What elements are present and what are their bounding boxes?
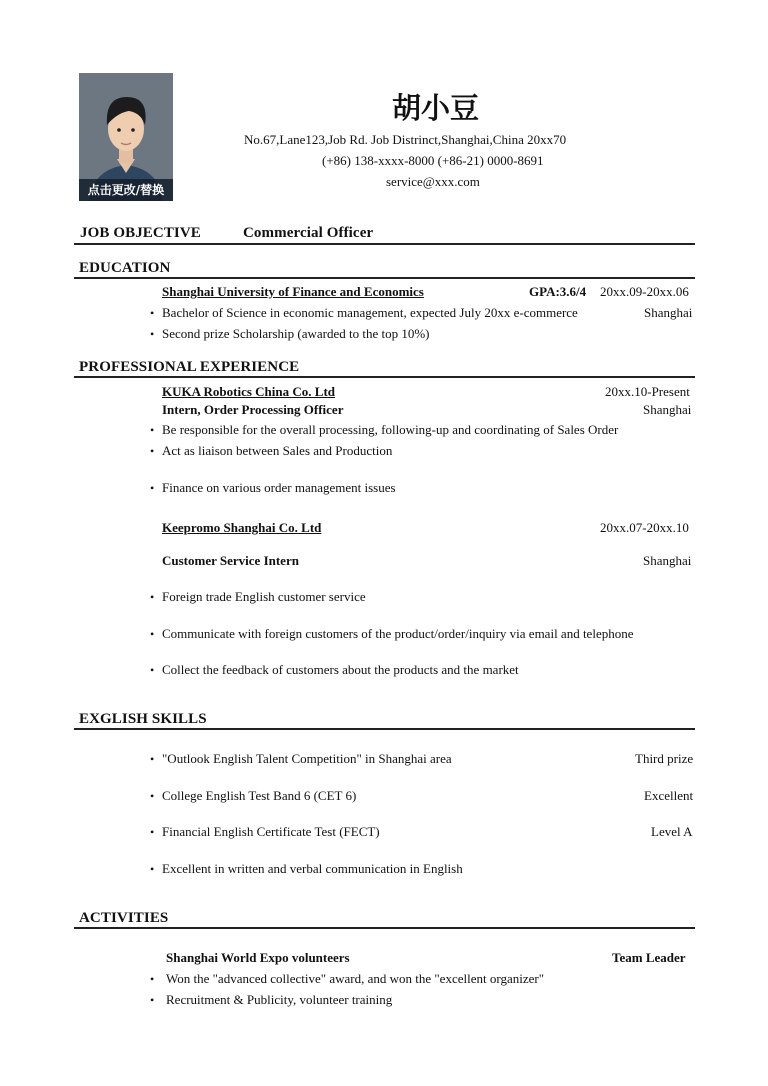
- job-role: Customer Service Intern: [162, 553, 299, 568]
- bullet-icon: •: [150, 481, 155, 495]
- english-item: College English Test Band 6 (CET 6): [162, 788, 357, 803]
- job-bullet: Be responsible for the overall processing, following-up and coordinating of Sales Order: [162, 422, 619, 437]
- english-result: Level A: [651, 824, 693, 839]
- job-bullet: Act as liaison between Sales and Production: [162, 443, 393, 458]
- education-location: Shanghai: [644, 305, 693, 320]
- job-dates: 20xx.07-20xx.10: [600, 520, 689, 535]
- section-title-education: EDUCATION: [79, 260, 171, 276]
- job-bullet: Foreign trade English customer service: [162, 589, 366, 604]
- section-title-experience: PROFESSIONAL EXPERIENCE: [79, 359, 300, 375]
- bullet-icon: •: [150, 752, 155, 766]
- photo-replace-label[interactable]: 点击更改/替换: [79, 179, 173, 201]
- profile-photo[interactable]: [79, 73, 173, 201]
- divider: [74, 277, 695, 279]
- divider: [74, 376, 695, 378]
- divider: [74, 728, 695, 730]
- english-item: "Outlook English Talent Competition" in Shanghai area: [162, 751, 452, 766]
- education-bullet: Second prize Scholarship (awarded to the top 10%): [162, 326, 430, 341]
- bullet-icon: •: [150, 423, 155, 437]
- activity-name: Shanghai World Expo volunteers: [166, 950, 350, 965]
- english-item: Excellent in written and verbal communication in English: [162, 861, 463, 876]
- activity-bullet: Recruitment & Publicity, volunteer training: [166, 992, 393, 1007]
- education-dates: 20xx.09-20xx.06: [600, 284, 689, 299]
- activity-role: Team Leader: [612, 950, 686, 965]
- bullet-icon: •: [150, 993, 155, 1007]
- job-bullet: Finance on various order management issues: [162, 480, 396, 495]
- bullet-icon: •: [150, 972, 155, 986]
- bullet-icon: •: [150, 627, 155, 641]
- school-name: Shanghai University of Finance and Economics: [162, 284, 424, 299]
- phone-numbers: (+86) 138-xxxx-8000 (+86-21) 0000-8691: [322, 153, 544, 168]
- job-location: Shanghai: [643, 402, 692, 417]
- english-item: Financial English Certificate Test (FECT): [162, 824, 380, 839]
- bullet-icon: •: [150, 327, 155, 341]
- bullet-icon: •: [150, 825, 155, 839]
- company-name: Keepromo Shanghai Co. Ltd: [162, 520, 322, 535]
- bullet-icon: •: [150, 444, 155, 458]
- address: No.67,Lane123,Job Rd. Job Distrinct,Shanghai,China 20xx70: [244, 132, 567, 147]
- gpa: GPA:3.6/4: [529, 284, 587, 299]
- bullet-icon: •: [150, 663, 155, 677]
- job-dates: 20xx.10-Present: [605, 384, 690, 399]
- bullet-icon: •: [150, 590, 155, 604]
- activity-bullet: Won the "advanced collective" award, and won the "excellent organizer": [166, 971, 545, 986]
- bullet-icon: •: [150, 862, 155, 876]
- section-title-activities: ACTIVITIES: [79, 910, 169, 926]
- english-result: Third prize: [635, 751, 694, 766]
- objective-label: JOB OBJECTIVE: [80, 225, 201, 241]
- job-bullet: Communicate with foreign customers of the product/order/inquiry via email and telephone: [162, 626, 634, 641]
- email: service@xxx.com: [386, 174, 480, 189]
- candidate-name: 胡小豆: [392, 91, 480, 125]
- company-name: KUKA Robotics China Co. Ltd: [162, 384, 335, 399]
- objective-value: Commercial Officer: [243, 225, 374, 241]
- divider: [74, 927, 695, 929]
- section-title-english: EXGLISH SKILLS: [79, 711, 207, 727]
- job-bullet: Collect the feedback of customers about the products and the market: [162, 662, 519, 677]
- bullet-icon: •: [150, 306, 155, 320]
- bullet-icon: •: [150, 789, 155, 803]
- english-result: Excellent: [644, 788, 694, 803]
- job-location: Shanghai: [643, 553, 692, 568]
- divider: [74, 243, 695, 245]
- education-bullet: Bachelor of Science in economic management, expected July 20xx e-commerce: [162, 305, 578, 320]
- job-role: Intern, Order Processing Officer: [162, 402, 344, 417]
